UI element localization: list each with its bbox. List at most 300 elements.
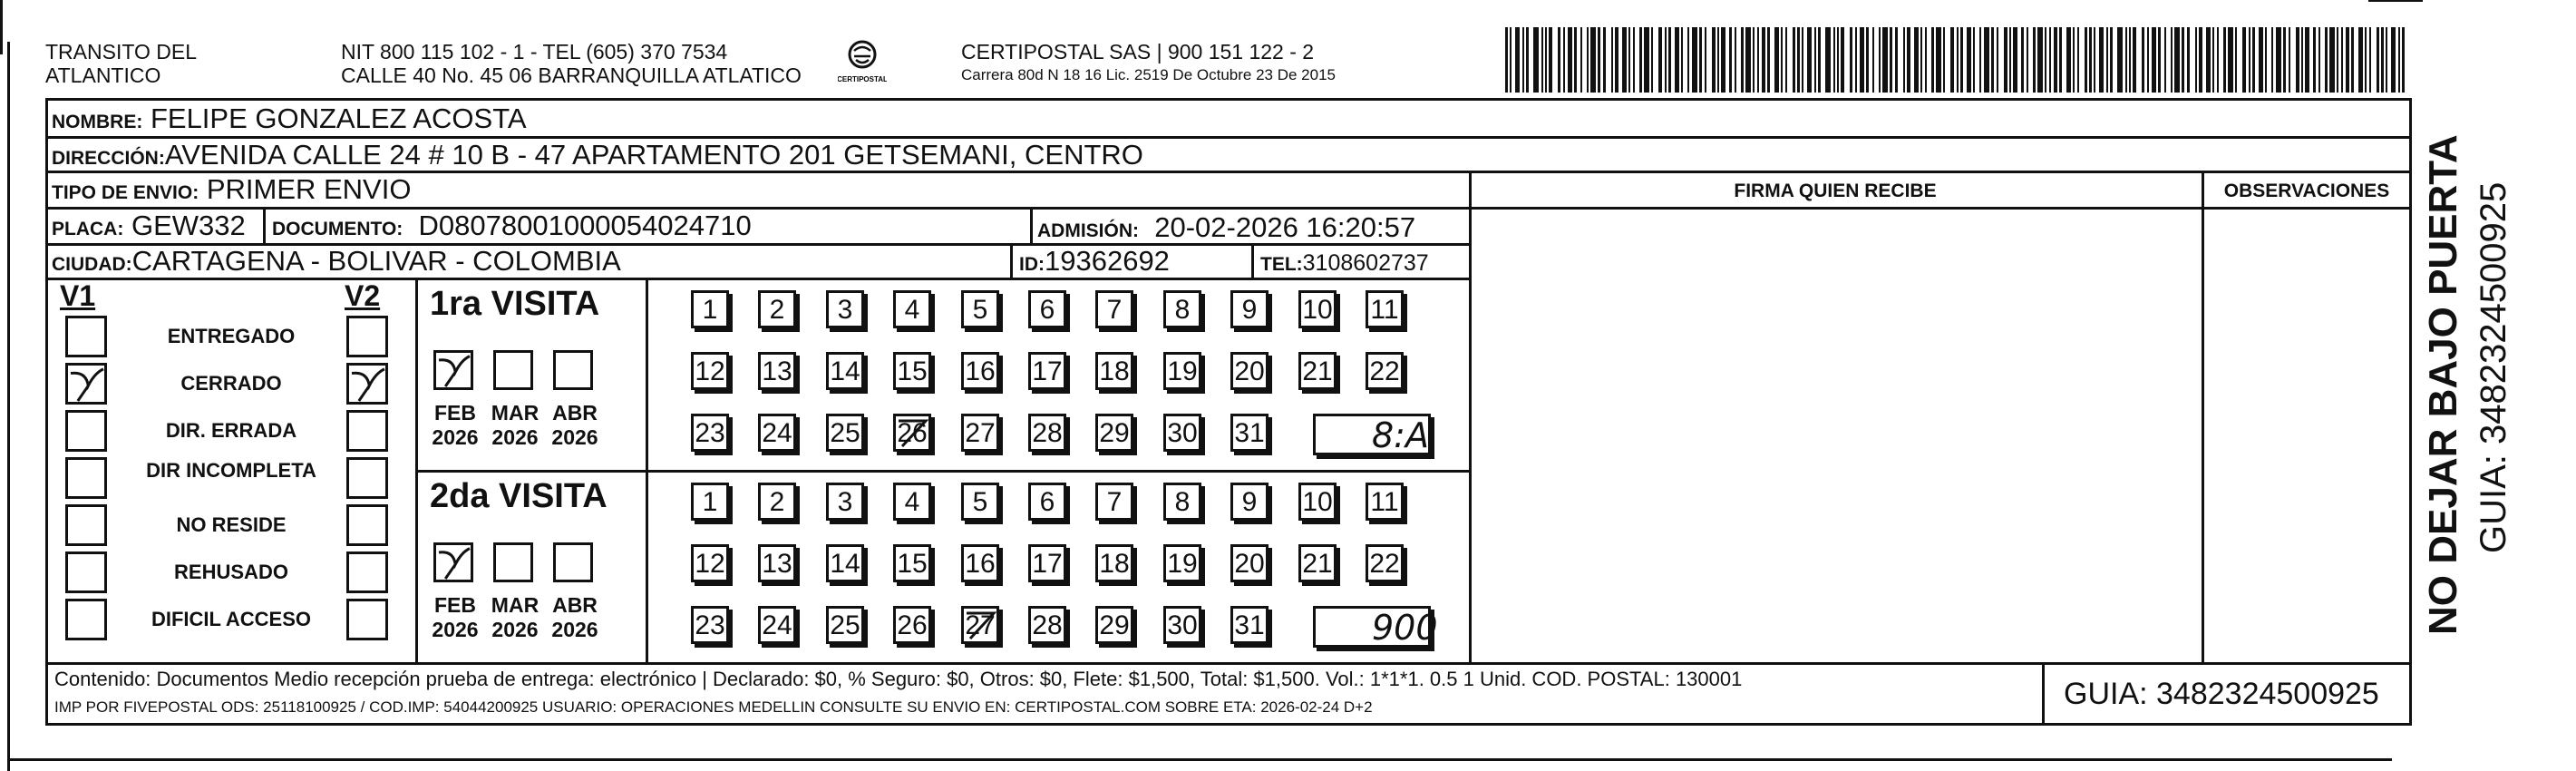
barcode-bar [2337, 27, 2338, 93]
month-label [546, 401, 604, 450]
barcode-bar [1699, 27, 1702, 93]
day-box[interactable]: 22 [1366, 352, 1404, 390]
barcode-bar [2013, 27, 2017, 93]
barcode-bar [2365, 27, 2367, 93]
barcode-bar [1615, 27, 1619, 93]
barcode-bar [2085, 27, 2087, 93]
firma-left-line [1469, 171, 1472, 662]
barcode-bar [1558, 27, 1560, 93]
barcode-bar [2217, 27, 2219, 93]
barcode-bar [1907, 27, 1910, 93]
outer-bottom-border [7, 758, 2392, 761]
barcode-bar [1860, 27, 1864, 93]
barcode-bar [2386, 27, 2387, 93]
left-edge-line [0, 0, 3, 54]
barcode-bar [2318, 27, 2320, 93]
barcode-bar [1545, 27, 1547, 93]
barcode-bar [1797, 27, 1800, 93]
day-box[interactable]: 12 [691, 544, 729, 582]
barcode-bar [2125, 27, 2127, 93]
barcode-bar [2296, 27, 2299, 93]
day-box[interactable]: 25 [826, 606, 864, 644]
day-box[interactable]: 20 [1230, 352, 1269, 390]
certipostal-logo [838, 36, 887, 87]
barcode-bar [1753, 27, 1755, 93]
day-box[interactable]: 27 [961, 414, 999, 452]
barcode-bar [1879, 27, 1881, 93]
barcode-bar [1979, 27, 1981, 93]
firma-header: FIRMA QUIEN RECIBE [1734, 181, 1937, 201]
barcode-bar [2094, 27, 2095, 93]
barcode-bar [2391, 27, 2396, 93]
svg-text:CERTIPOSTAL: CERTIPOSTAL [838, 75, 887, 83]
barcode-bar [1991, 27, 1994, 93]
barcode-bar [1762, 27, 1765, 93]
barcode-bar [1590, 27, 1596, 93]
barcode-bar [1587, 27, 1589, 93]
barcode-bar [2045, 27, 2046, 93]
month-name: FEB [434, 401, 476, 425]
barcode-bar [2289, 27, 2290, 93]
admision-sep [1030, 207, 1033, 243]
barcode-bar [1639, 27, 1642, 93]
barcode-bar [1705, 27, 1706, 93]
day-box[interactable]: 4 [893, 483, 931, 521]
barcode-bar [2049, 27, 2051, 93]
v1-checkbox[interactable] [65, 316, 107, 357]
day-box[interactable]: 23 [691, 606, 729, 644]
barcode-bar [1793, 27, 1795, 93]
barcode-bar [2398, 27, 2400, 93]
barcode-bar [1925, 27, 1927, 93]
barcode-bar [1825, 27, 1831, 93]
v2-checkbox[interactable] [346, 316, 388, 357]
barcode-bar [1717, 27, 1719, 93]
v1-checkbox[interactable] [65, 410, 107, 452]
barcode-bar [2133, 27, 2136, 93]
ciudad-field: CIUDAD:CARTAGENA - BOLIVAR - COLOMBIA [52, 245, 621, 277]
v1-checkbox[interactable] [65, 504, 107, 546]
month-year: 2026 [491, 425, 539, 449]
barcode-bar [1936, 27, 1941, 93]
barcode-bar [1841, 27, 1844, 93]
side-guia: GUIA: 3482324500925 [2474, 181, 2513, 553]
barcode-bar [1960, 27, 1963, 93]
status-label: DIR. ERRADA [165, 419, 297, 442]
barcode-bar [1665, 27, 1667, 93]
day-box[interactable]: 17 [1028, 544, 1066, 582]
barcode-bar [2054, 27, 2057, 93]
barcode-bar [1622, 27, 1627, 93]
barcode-bar [1675, 27, 1679, 93]
barcode-bar [2004, 27, 2007, 93]
direccion-field: DIRECCIÓN:AVENIDA CALLE 24 # 10 B - 47 APARTAMENTO 201 GETSEMANI, CENTRO [52, 139, 1143, 171]
check-mark-icon [433, 350, 473, 390]
barcode-bar [1785, 27, 1787, 93]
check-mark-icon [433, 542, 473, 582]
barcode-bar [2358, 27, 2363, 93]
tel-sep [1251, 243, 1254, 278]
barcode-bar [1895, 27, 1898, 93]
barcode-bar [1735, 27, 1736, 93]
barcode-bar [1850, 27, 1852, 93]
strike-mark-icon [893, 414, 931, 452]
barcode-bar [1515, 27, 1520, 93]
barcode-bar [2223, 27, 2226, 93]
day-box[interactable]: 12 [691, 352, 729, 390]
id-sep [1010, 243, 1013, 278]
outer-left-border [7, 91, 10, 771]
barcode-bar [2228, 27, 2233, 93]
barcode-bar [1833, 27, 1835, 93]
top-right-mark [2368, 0, 2423, 2]
barcode-bar [1882, 27, 1888, 93]
barcode-bar [1658, 27, 1662, 93]
handwritten-time: 8:A [1372, 415, 1429, 455]
barcode-bar [1563, 27, 1565, 93]
day-box[interactable]: 26 [893, 606, 931, 644]
barcode-bar [2305, 27, 2309, 93]
barcode-bar [1681, 27, 1683, 93]
time-box[interactable] [1313, 414, 1431, 455]
placa-sep [263, 207, 266, 243]
barcode-bar [2313, 27, 2316, 93]
status-label: ENTREGADO [167, 325, 296, 347]
barcode-bar [2073, 27, 2075, 93]
day-box[interactable]: 6 [1028, 483, 1066, 521]
day-box[interactable]: 21 [1298, 352, 1337, 390]
day-box[interactable]: 5 [961, 290, 999, 328]
barcode-bar [1781, 27, 1783, 93]
v2-header: V2 [345, 279, 381, 312]
day-box[interactable]: 27 [961, 606, 999, 644]
day-box[interactable]: 14 [826, 352, 864, 390]
v2-checkbox[interactable] [346, 599, 388, 640]
day-box[interactable]: 9 [1230, 290, 1269, 328]
handwritten-time: 900 [1372, 608, 1438, 648]
footer-content: Contenido: Documentos Medio recepción prueba de entrega: electrónico | Declarado: $0, % Seguro: $0, Otros: $0, Flete: $1,500, Total: $1,500. Vol.: 1*1*1. 0.5 1 Unid. COD. POSTAL: 130001 [54, 668, 1743, 690]
barcode-bar [1712, 27, 1716, 93]
month-label [486, 401, 544, 450]
month-year: 2026 [491, 618, 539, 641]
barcode-bar [1997, 27, 1998, 93]
day-box[interactable]: 13 [758, 352, 796, 390]
barcode-bar [1950, 27, 1954, 93]
barcode-bar [1745, 27, 1751, 93]
day-box[interactable]: 10 [1298, 290, 1337, 328]
barcode-bar [2283, 27, 2286, 93]
day-box[interactable]: 20 [1230, 544, 1269, 582]
barcode-bar [1522, 27, 1524, 93]
footer-top-line [45, 662, 2412, 665]
barcode-bar [1855, 27, 1857, 93]
barcode-bar [2276, 27, 2281, 93]
day-box[interactable]: 10 [1298, 483, 1337, 521]
barcode-bar [1903, 27, 1905, 93]
month-name: MAR [491, 593, 540, 617]
barcode [1505, 27, 2412, 93]
footer-guia: GUIA: 3482324500925 [2064, 677, 2379, 711]
day-box[interactable]: 31 [1230, 414, 1269, 452]
day-box[interactable]: 1 [691, 483, 729, 521]
barcode-bar [2009, 27, 2011, 93]
barcode-bar [2271, 27, 2273, 93]
tel-field: TEL:3108602737 [1260, 250, 1429, 276]
day-box[interactable]: 16 [961, 544, 999, 582]
day-box[interactable]: 2 [758, 483, 796, 521]
barcode-bar [2099, 27, 2104, 93]
day-box[interactable]: 30 [1163, 606, 1201, 644]
month-name: FEB [434, 593, 476, 617]
placa-field: PLACA: GEW332 [52, 210, 246, 241]
day-box[interactable]: 14 [826, 544, 864, 582]
day-box[interactable]: 31 [1230, 606, 1269, 644]
day-box[interactable]: 11 [1366, 290, 1404, 328]
status-label: DIFICIL ACCESO [151, 608, 311, 630]
tipo-envio-field: TIPO DE ENVIO: PRIMER ENVIO [52, 173, 412, 205]
month-checkbox[interactable] [493, 350, 533, 390]
admision-field: ADMISIÓN: 20-02-2026 16:20:57 [1037, 211, 1416, 243]
barcode-bar [2259, 27, 2263, 93]
day-box[interactable]: 7 [1095, 290, 1133, 328]
day-box[interactable]: 24 [758, 606, 796, 644]
day-box[interactable]: 16 [961, 352, 999, 390]
day-box[interactable]: 11 [1366, 483, 1404, 521]
month-name: ABR [552, 401, 598, 425]
barcode-bar [2369, 27, 2371, 93]
barcode-bar [1837, 27, 1839, 93]
month-checkbox[interactable] [553, 542, 593, 582]
day-box[interactable]: 6 [1028, 290, 1066, 328]
barcode-bar [1668, 27, 1671, 93]
month-label [546, 593, 604, 642]
day-box[interactable]: 30 [1163, 414, 1201, 452]
day-box[interactable]: 21 [1298, 544, 1337, 582]
barcode-bar [2142, 27, 2144, 93]
barcode-bar [1598, 27, 1600, 93]
barcode-bar [1574, 27, 1577, 93]
barcode-bar [1644, 27, 1649, 93]
barcode-bar [2066, 27, 2071, 93]
barcode-bar [2077, 27, 2079, 93]
month-name: ABR [552, 593, 598, 617]
barcode-bar [1814, 27, 1816, 93]
obs-left-line [2202, 171, 2204, 662]
v2-checkbox[interactable] [346, 504, 388, 546]
barcode-bar [2117, 27, 2123, 93]
month-name: MAR [491, 401, 540, 425]
v1-header: V1 [60, 279, 96, 312]
day-box[interactable]: 5 [961, 483, 999, 521]
barcode-bar [2129, 27, 2131, 93]
day-box[interactable]: 8 [1163, 483, 1201, 521]
barcode-bar [1802, 27, 1803, 93]
barcode-bar [2301, 27, 2303, 93]
barcode-bar [1526, 27, 1529, 93]
day-box[interactable]: 15 [893, 544, 931, 582]
day-box[interactable]: 1 [691, 290, 729, 328]
day-box[interactable]: 7 [1095, 483, 1133, 521]
barcode-bar [1741, 27, 1744, 93]
barcode-bar [1957, 27, 1959, 93]
check-mark-icon [65, 363, 107, 405]
barcode-bar [1767, 27, 1770, 93]
day-box[interactable]: 25 [826, 414, 864, 452]
barcode-bar [1533, 27, 1539, 93]
barcode-bar [1611, 27, 1613, 93]
barcode-bar [2037, 27, 2043, 93]
barcode-bar [2021, 27, 2024, 93]
barcode-bar [1818, 27, 1821, 93]
day-box[interactable]: 23 [691, 414, 729, 452]
day-box[interactable]: 4 [893, 290, 931, 328]
v1-checkbox[interactable] [65, 457, 107, 499]
day-box[interactable]: 29 [1095, 606, 1133, 644]
barcode-bar [1505, 27, 1508, 93]
barcode-bar [2195, 27, 2197, 93]
barcode-bar [2027, 27, 2028, 93]
v2-checkbox[interactable] [346, 410, 388, 452]
barcode-bar [2235, 27, 2237, 93]
sender-contact: NIT 800 115 102 - 1 - TEL (605) 370 7534 CALLE 40 No. 45 06 BARRANQUILLA ATLATICO [341, 40, 802, 87]
barcode-bar [1628, 27, 1630, 93]
id-field: ID:19362692 [1019, 245, 1170, 277]
barcode-bar [2089, 27, 2092, 93]
barcode-bar [2059, 27, 2062, 93]
day-box[interactable]: 17 [1028, 352, 1066, 390]
barcode-bar [2106, 27, 2108, 93]
v1-checkbox[interactable] [65, 599, 107, 640]
barcode-bar [1774, 27, 1779, 93]
barcode-bar [1692, 27, 1697, 93]
barcode-bar [1603, 27, 1606, 93]
barcode-bar [2341, 27, 2343, 93]
barcode-bar [1729, 27, 1732, 93]
barcode-bar [2147, 27, 2149, 93]
barcode-bar [2164, 27, 2166, 93]
barcode-bar [1541, 27, 1543, 93]
time-box[interactable] [1313, 606, 1438, 648]
barcode-bar [1872, 27, 1874, 93]
barcode-bar [2249, 27, 2250, 93]
month-checkbox[interactable] [553, 350, 593, 390]
barcode-bar [1651, 27, 1653, 93]
visit-title: 2da VISITA [430, 477, 608, 515]
day-box[interactable]: 3 [826, 483, 864, 521]
barcode-bar [2110, 27, 2113, 93]
barcode-bar [2346, 27, 2349, 93]
check-mark-icon [346, 363, 388, 405]
barcode-bar [1984, 27, 1989, 93]
visit-row-sep [415, 470, 1469, 473]
status-label: DIR INCOMPLETA [146, 459, 316, 482]
sender-name: TRANSITO DEL ATLANTICO [45, 40, 197, 87]
day-box[interactable]: 18 [1095, 544, 1133, 582]
barcode-bar [1890, 27, 1892, 93]
barcode-bar [1549, 27, 1552, 93]
day-box[interactable]: 9 [1230, 483, 1269, 521]
day-box[interactable]: 3 [826, 290, 864, 328]
day-box[interactable]: 29 [1095, 414, 1133, 452]
barcode-bar [2182, 27, 2184, 93]
barcode-bar [1931, 27, 1934, 93]
visit-title: 1ra VISITA [430, 285, 600, 323]
barcode-bar [2377, 27, 2379, 93]
day-box[interactable]: 28 [1028, 606, 1066, 644]
barcode-bar [1568, 27, 1572, 93]
outer-left-border-top [7, 42, 10, 96]
month-checkbox[interactable] [493, 542, 533, 582]
barcode-bar [1973, 27, 1975, 93]
barcode-bar [2265, 27, 2267, 93]
month-year: 2026 [432, 425, 479, 449]
day-box[interactable]: 24 [758, 414, 796, 452]
barcode-bar [1633, 27, 1635, 93]
day-box[interactable]: 28 [1028, 414, 1066, 452]
day-box[interactable]: 19 [1163, 352, 1201, 390]
barcode-bar [2212, 27, 2214, 93]
barcode-bar [1510, 27, 1512, 93]
barcode-bar [1914, 27, 1919, 93]
barcode-bar [1967, 27, 1971, 93]
barcode-bar [1866, 27, 1869, 93]
v1-checkbox[interactable] [65, 551, 107, 593]
barcode-bar [2252, 27, 2255, 93]
side-warning: NO DEJAR BAJO PUERTA [2421, 134, 2465, 635]
day-box[interactable]: 22 [1366, 544, 1404, 582]
barcode-bar [2325, 27, 2328, 93]
day-box[interactable]: 15 [893, 352, 931, 390]
day-box[interactable]: 13 [758, 544, 796, 582]
barcode-bar [2171, 27, 2173, 93]
v2-checkbox[interactable] [346, 551, 388, 593]
barcode-bar [1920, 27, 1922, 93]
barcode-bar [2381, 27, 2384, 93]
month-year: 2026 [551, 425, 598, 449]
day-box[interactable]: 19 [1163, 544, 1201, 582]
barcode-bar [2402, 27, 2405, 93]
barcode-bar [2242, 27, 2246, 93]
month-label [426, 401, 484, 450]
footer-imp: IMP POR FIVEPOSTAL ODS: 25118100925 / COD.IMP: 54044200925 USUARIO: OPERACIONES MEDELLIN CONSULTE SU ENVIO EN: CERTIPOSTAL.COM SOBRE ETA: 2026-02-24 D+2 [54, 698, 1373, 716]
v2-checkbox[interactable] [346, 457, 388, 499]
barcode-bar [1807, 27, 1812, 93]
footer-guia-sep [2042, 662, 2045, 726]
barcode-bar [1721, 27, 1725, 93]
month-label [426, 593, 484, 642]
nombre-field: NOMBRE: FELIPE GONZALEZ ACOSTA [52, 102, 527, 134]
barcode-bar [2174, 27, 2180, 93]
barcode-bar [1943, 27, 1945, 93]
barcode-bar [2158, 27, 2161, 93]
status-label: REHUSADO [174, 561, 288, 583]
status-label: CERRADO [180, 372, 282, 395]
barcode-bar [2033, 27, 2036, 93]
day-box[interactable]: 2 [758, 290, 796, 328]
barcode-bar [2351, 27, 2354, 93]
day-box[interactable]: 8 [1163, 290, 1201, 328]
barcode-bar [2329, 27, 2335, 93]
day-box[interactable]: 26 [893, 414, 931, 452]
carrier-info: CERTIPOSTAL SAS | 900 151 122 - 2 Carrera 80d N 18 16 Lic. 2519 De Octubre 23 De 2015 [961, 40, 1336, 83]
barcode-bar [2187, 27, 2190, 93]
barcode-bar [2206, 27, 2211, 93]
strike-mark-icon [961, 606, 999, 644]
day-box[interactable]: 18 [1095, 352, 1133, 390]
barcode-bar [1687, 27, 1689, 93]
observaciones-header: OBSERVACIONES [2223, 181, 2390, 201]
month-year: 2026 [551, 618, 598, 641]
